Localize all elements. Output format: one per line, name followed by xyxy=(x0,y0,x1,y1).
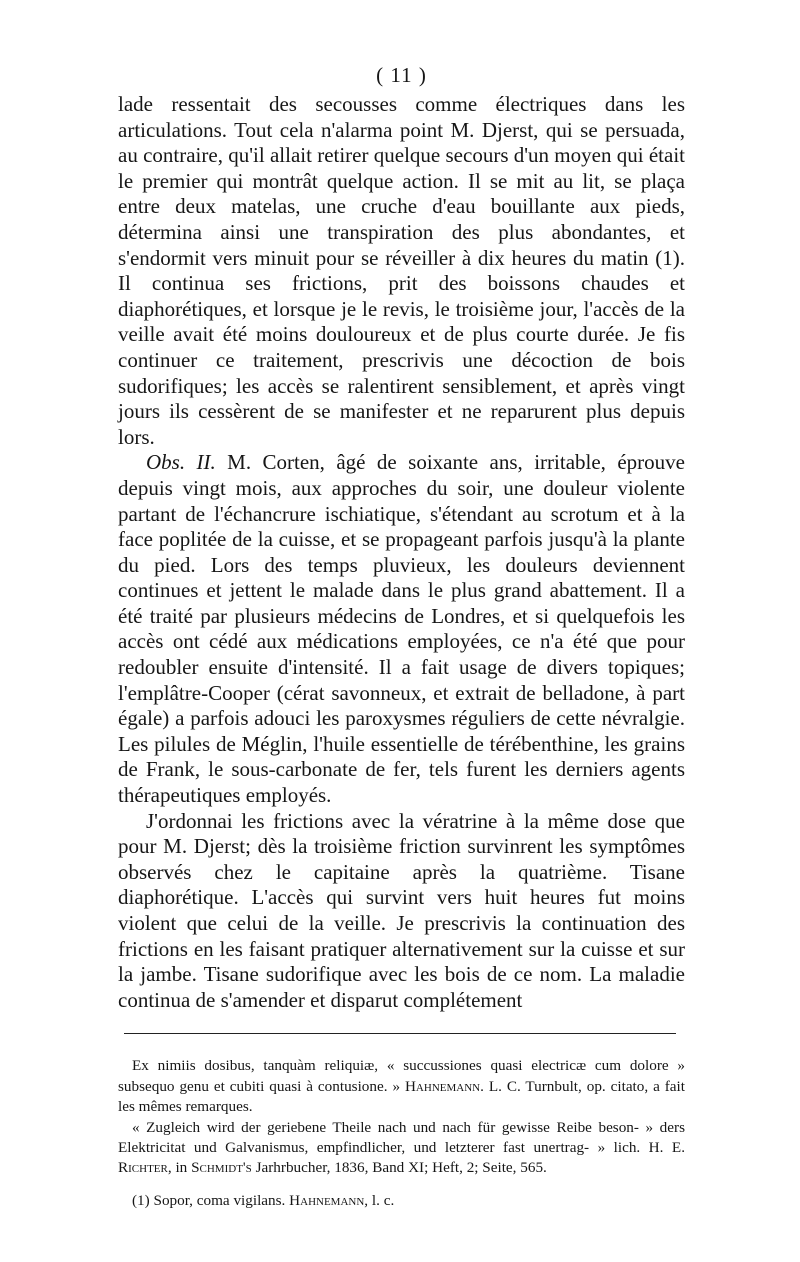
paragraph-treatment: J'ordonnai les frictions avec la vératrine à la même dose que pour M. Djerst; dès la troisième friction survinrent les symptômes observés chez le capitaine après la quatrième. Tisane diaphorétique. L'accès qui survint vers huit heures fut moins violent que celui de la veille. Je prescrivis la continuation des frictions en les faisant pratiquer alternativement sur la cuisse et sur la jambe. Tisane sudorifique avec les bois de ce nom. La maladie continua de s'amender et disparut complétement xyxy=(118,808,685,1012)
footnote-latin xyxy=(118,1056,685,1117)
footnote-german-mid: , in xyxy=(167,1159,192,1177)
footnote-latin-tail: . L. C. Turnbult, op. citato, a fait les mêmes remarques. xyxy=(118,1077,685,1116)
footnote-german-tail: Jarhrbucher, 1836, Band XI; Heft, 2; Seite, 565. xyxy=(251,1159,547,1177)
observation-text: M. Corten, âgé de soixante ans, irritable, éprouve depuis vingt mois, aux approches du soir, une douleur violente partant de l'échancrure ischiatique, s'étendant au scrotum et à la face poplitée de la cuisse, et se propageant parfois jusqu'à la plante du pied. Lors des temps pluvieux, les douleurs deviennent continues et jettent le malade dans le plus grand abattement. Il a été traité par plusieurs médecins de Londres, et si quelquefois les accès ont cédé aux médications employées, ce n'a été que pour redoubler ensuite d'intensité. Il a fait usage de divers topiques; l'emplâtre-Cooper (cérat savonneux, et extrait de belladone, à part égale) a parfois adouci les paroxysmes réguliers de cette névralgie. Les pilules de Méglin, l'huile essentielle de térébenthine, les grains de Frank, le sous-carbonate de fer, tels furent les derniers agents thérapeutiques employés. xyxy=(118,450,685,808)
page-number: ( 11 ) xyxy=(376,63,427,87)
paragraph-continuation: lade ressentait des secousses comme électriques dans les articulations. Tout cela n'alarma point M. Djerst, qui se persuada, au contraire, qu'il allait retirer quelque secours d'un moyen qui était le premier qui montrât quelque action. Il se mit au lit, se plaça entre deux matelas, une cruche d'eau bouillante aux pieds, détermina ainsi une transpiration des plus abondantes, et s'endormit vers minuit pour se réveiller à dix heures du matin (1). Il continua ses frictions, prit des boissons chaudes et diaphorétiques, et lorsque je le revis, le troisième jour, l'accès de la veille avait été moins douloureux et de plus courte durée. Je fis continuer ce traitement, prescrivis une décoction de bois sudorifiques; les accès se ralentirent sensiblement, et après vingt jours ils cessèrent de se manifester et ne reparurent plus depuis lors. xyxy=(118,92,685,449)
footnote-1-tail: , l. c. xyxy=(364,1191,395,1209)
footnote-german xyxy=(118,1118,685,1179)
paragraph-observation-2 xyxy=(118,450,685,808)
main-text xyxy=(118,92,685,1013)
footnote-divider xyxy=(124,1033,676,1034)
footnote-1-author: Hahnemann xyxy=(289,1191,365,1209)
observation-label: Obs. II. xyxy=(146,450,216,475)
footnote-latin-author: Hahnemann xyxy=(404,1077,481,1095)
footnote-1-text: (1) Sopor, coma vigilans. xyxy=(132,1191,290,1209)
footnote-1 xyxy=(118,1191,685,1211)
footnote-latin-text: Ex nimiis dosibus, tanquàm reliquiæ, « succussiones quasi electricæ cum dolore » subsequo genu et cubiti quasi à contusione. » xyxy=(118,1057,685,1095)
footnote-german-author: Richter xyxy=(118,1159,168,1177)
footnote-german-text: « Zugleich wird der geriebene Theile nach und nach für gewisse Reibe beson- » ders Elektricitat und Galvanismus, empfindlicher, und letzterer fast unertrag- » lich. H. E. xyxy=(118,1118,685,1156)
footnotes xyxy=(118,1056,685,1211)
footnote-german-journal: Schmidt's xyxy=(191,1159,252,1177)
document-page xyxy=(118,62,685,1211)
